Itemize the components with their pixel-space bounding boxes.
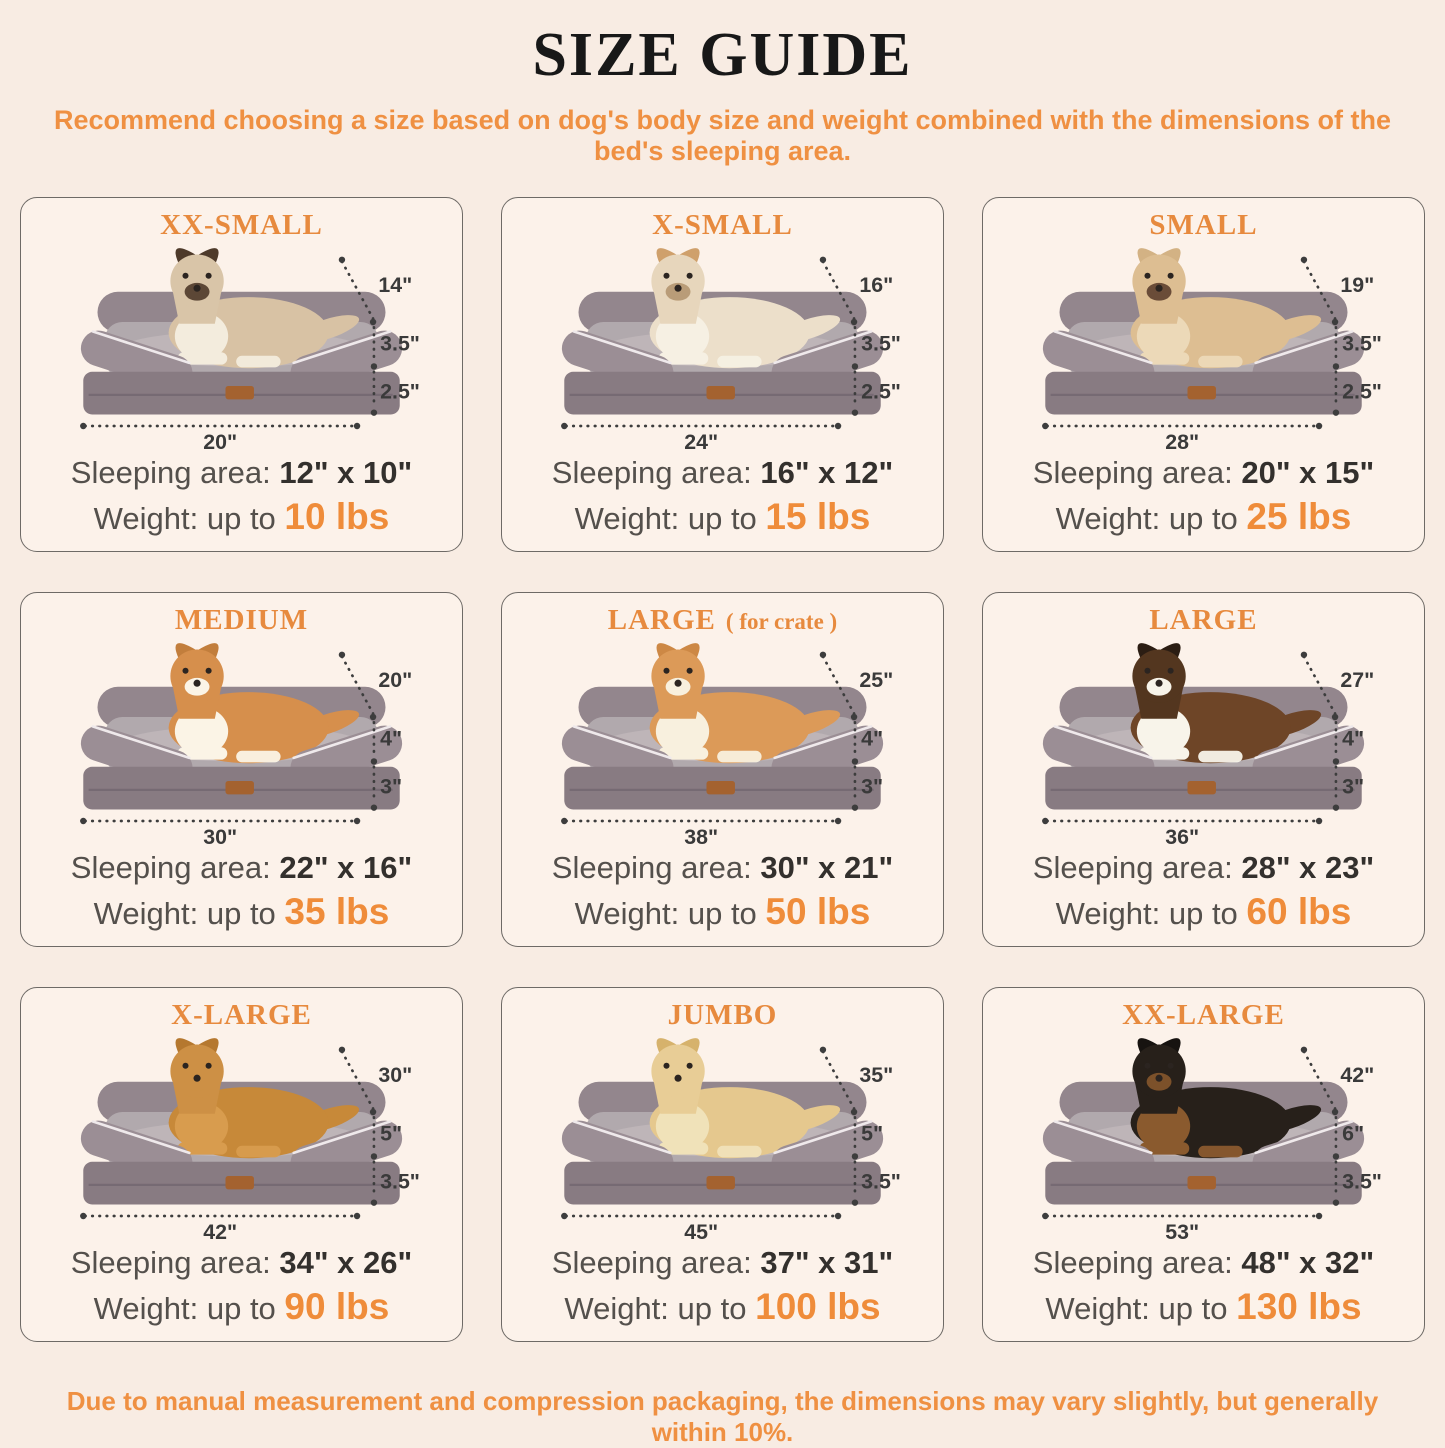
size-name: LARGE	[1149, 604, 1258, 636]
length-dimension: 19"	[1340, 273, 1375, 298]
bolster-height-dimension: 5"	[861, 1121, 884, 1146]
weight-line: Weight: up to 60 lbs	[1055, 890, 1352, 932]
base-height-dimension: 3.5"	[1342, 1169, 1382, 1194]
size-card-jumbo	[501, 987, 944, 1342]
weight-line: Weight: up to 10 lbs	[93, 495, 390, 537]
sleeping-area-line: Sleeping area: 37" x 31"	[551, 1245, 894, 1281]
sleeping-area-line: Sleeping area: 22" x 16"	[70, 850, 413, 886]
base-height-dimension: 3.5"	[861, 1169, 901, 1194]
size-card-xx-large	[982, 987, 1425, 1342]
bolster-height-dimension: 4"	[380, 726, 403, 751]
length-dimension: 35"	[859, 1063, 894, 1088]
weight-line: Weight: up to 100 lbs	[564, 1285, 881, 1327]
length-dimension: 27"	[1340, 668, 1375, 693]
base-height-dimension: 2.5"	[1342, 379, 1382, 404]
sleeping-area-line: Sleeping area: 16" x 12"	[551, 455, 894, 491]
size-name: SMALL	[1149, 209, 1258, 241]
length-dimension: 42"	[1340, 1063, 1375, 1088]
size-name: XX-SMALL	[160, 209, 323, 241]
size-name: LARGE ( for crate )	[607, 604, 838, 636]
base-height-dimension: 2.5"	[380, 379, 420, 404]
bed-illustration	[31, 637, 452, 846]
size-name: X-LARGE	[171, 999, 312, 1031]
bolster-height-dimension: 6"	[1342, 1121, 1365, 1146]
width-dimension: 30"	[203, 825, 238, 847]
disclaimer: Due to manual measurement and compression packaging, the dimensions may vary slightly, but generally within 10%.	[66, 1386, 1379, 1447]
bed-illustration	[993, 637, 1414, 846]
size-note: ( for crate )	[725, 609, 838, 634]
bolster-height-dimension: 4"	[861, 726, 884, 751]
page-title: SIZE GUIDE	[532, 21, 913, 89]
size-card-x-large	[20, 987, 463, 1342]
size-name: X-SMALL	[652, 209, 793, 241]
weight-line: Weight: up to 25 lbs	[1055, 495, 1352, 537]
width-dimension: 28"	[1165, 430, 1200, 452]
weight-line: Weight: up to 35 lbs	[93, 890, 390, 932]
sleeping-area-line: Sleeping area: 48" x 32"	[1032, 1245, 1375, 1281]
base-height-dimension: 3"	[380, 774, 403, 799]
size-card-large	[982, 592, 1425, 947]
size-card-x-small	[501, 197, 944, 552]
bolster-height-dimension: 4"	[1342, 726, 1365, 751]
bed-illustration	[31, 242, 452, 451]
bed-illustration	[993, 1032, 1414, 1241]
size-card-large-for-crate	[501, 592, 944, 947]
size-grid	[20, 197, 1425, 1342]
bed-illustration	[512, 1032, 933, 1241]
size-name: MEDIUM	[174, 604, 309, 636]
bed-illustration	[993, 242, 1414, 451]
subtitle: Recommend choosing a size based on dog's body size and weight combined with the dimensions of the bed's sleeping area.	[53, 105, 1392, 166]
bolster-height-dimension: 3.5"	[861, 331, 901, 356]
bolster-height-dimension: 3.5"	[1342, 331, 1382, 356]
sleeping-area-line: Sleeping area: 12" x 10"	[70, 455, 413, 491]
bolster-height-dimension: 3.5"	[380, 331, 420, 356]
sleeping-area-line: Sleeping area: 34" x 26"	[70, 1245, 413, 1281]
base-height-dimension: 3.5"	[380, 1169, 420, 1194]
length-dimension: 14"	[378, 273, 413, 298]
width-dimension: 53"	[1165, 1220, 1200, 1242]
size-name: JUMBO	[667, 999, 778, 1031]
weight-line: Weight: up to 130 lbs	[1045, 1285, 1362, 1327]
sleeping-area-line: Sleeping area: 20" x 15"	[1032, 455, 1375, 491]
base-height-dimension: 3"	[861, 774, 884, 799]
width-dimension: 24"	[684, 430, 719, 452]
width-dimension: 36"	[1165, 825, 1200, 847]
length-dimension: 20"	[378, 668, 413, 693]
length-dimension: 30"	[378, 1063, 413, 1088]
bolster-height-dimension: 5"	[380, 1121, 403, 1146]
width-dimension: 38"	[684, 825, 719, 847]
width-dimension: 20"	[203, 430, 238, 452]
bed-illustration	[31, 1032, 452, 1241]
weight-line: Weight: up to 15 lbs	[574, 495, 871, 537]
sleeping-area-line: Sleeping area: 28" x 23"	[1032, 850, 1375, 886]
size-card-xx-small	[20, 197, 463, 552]
bed-illustration	[512, 242, 933, 451]
base-height-dimension: 2.5"	[861, 379, 901, 404]
weight-line: Weight: up to 50 lbs	[574, 890, 871, 932]
sleeping-area-line: Sleeping area: 30" x 21"	[551, 850, 894, 886]
length-dimension: 25"	[859, 668, 894, 693]
length-dimension: 16"	[859, 273, 894, 298]
bed-illustration	[512, 637, 933, 846]
width-dimension: 45"	[684, 1220, 719, 1242]
weight-line: Weight: up to 90 lbs	[93, 1285, 390, 1327]
size-name: XX-LARGE	[1122, 999, 1285, 1031]
width-dimension: 42"	[203, 1220, 238, 1242]
size-card-small	[982, 197, 1425, 552]
size-card-medium	[20, 592, 463, 947]
base-height-dimension: 3"	[1342, 774, 1365, 799]
